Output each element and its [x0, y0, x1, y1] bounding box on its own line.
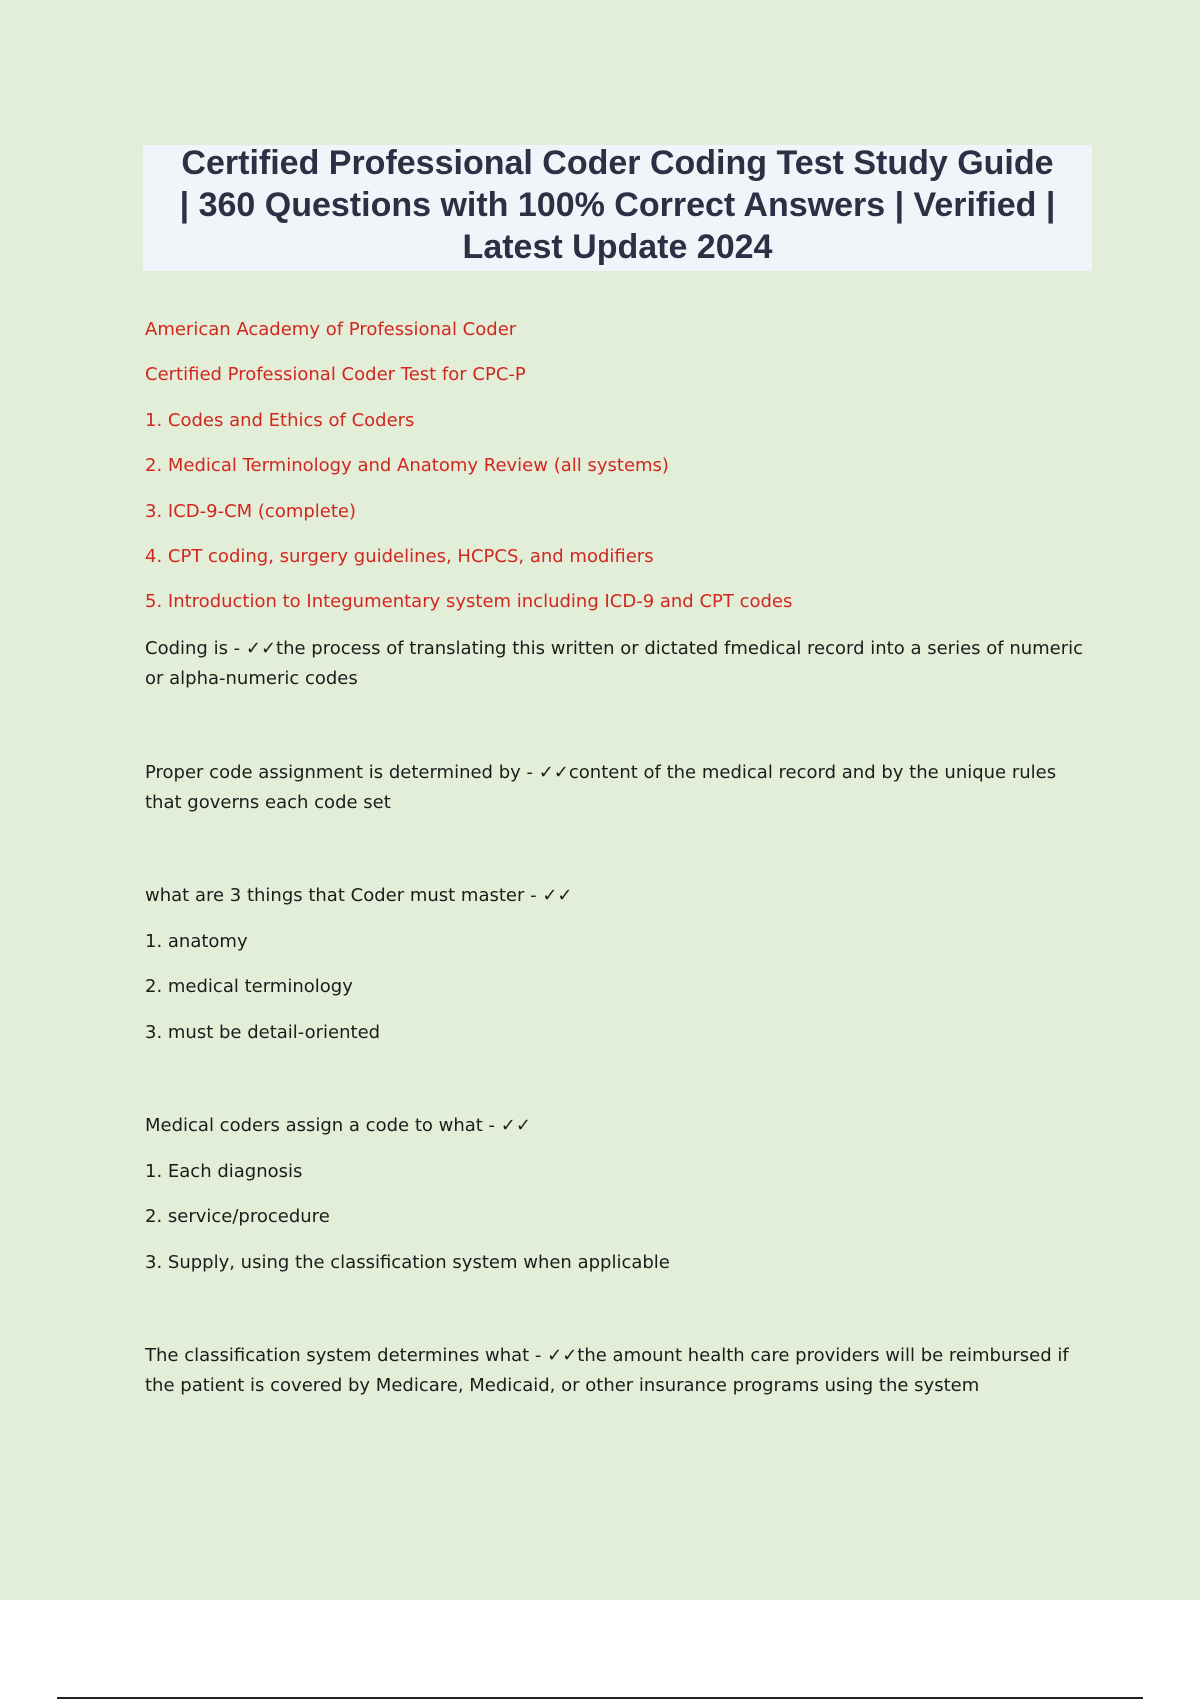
- qa-paragraph: Proper code assignment is determined by - ✓✓content of the medical record and by the unique rules that governs each code set: [145, 762, 1057, 813]
- qa-answer-item: 3. must be detail-oriented: [145, 1022, 381, 1043]
- footer-rule: [57, 1697, 1143, 1699]
- qa-answer-item: 1. Each diagnosis: [145, 1161, 303, 1182]
- qa-answer-item: 2. medical terminology: [145, 976, 353, 997]
- title-line-2: | 360 Questions with 100% Correct Answers | Verified |: [179, 186, 1056, 224]
- topic-item: 3. ICD-9-CM (complete): [145, 501, 357, 522]
- qa-question: Medical coders assign a code to what - ✓✓: [145, 1115, 531, 1136]
- test-name: Certified Professional Coder Test for CPC-P: [145, 364, 526, 385]
- organization-name: American Academy of Professional Coder: [145, 319, 517, 340]
- document-title: [143, 142, 1092, 268]
- topic-item: 5. Introduction to Integumentary system including ICD-9 and CPT codes: [145, 591, 793, 612]
- qa-answer-item: 2. service/procedure: [145, 1206, 330, 1227]
- title-line-3: Latest Update 2024: [462, 228, 773, 266]
- qa-answer-item: 3. Supply, using the classification system when applicable: [145, 1252, 670, 1273]
- title-line-1: Certified Professional Coder Coding Test Study Guide: [181, 144, 1054, 182]
- topic-item: 2. Medical Terminology and Anatomy Review (all systems): [145, 455, 669, 476]
- topic-item: 1. Codes and Ethics of Coders: [145, 410, 415, 431]
- qa-answer-item: 1. anatomy: [145, 931, 248, 952]
- qa-paragraph: Coding is - ✓✓the process of translating this written or dictated fmedical record into a series of numeric or alpha-numeric codes: [145, 638, 1084, 689]
- qa-paragraph: The classification system determines what - ✓✓the amount health care providers will be reimbursed if the patient is covered by Medicare, Medicaid, or other insurance programs using the system: [145, 1345, 1069, 1396]
- qa-question: what are 3 things that Coder must master - ✓✓: [145, 885, 573, 906]
- topic-item: 4. CPT coding, surgery guidelines, HCPCS, and modifiers: [145, 546, 654, 567]
